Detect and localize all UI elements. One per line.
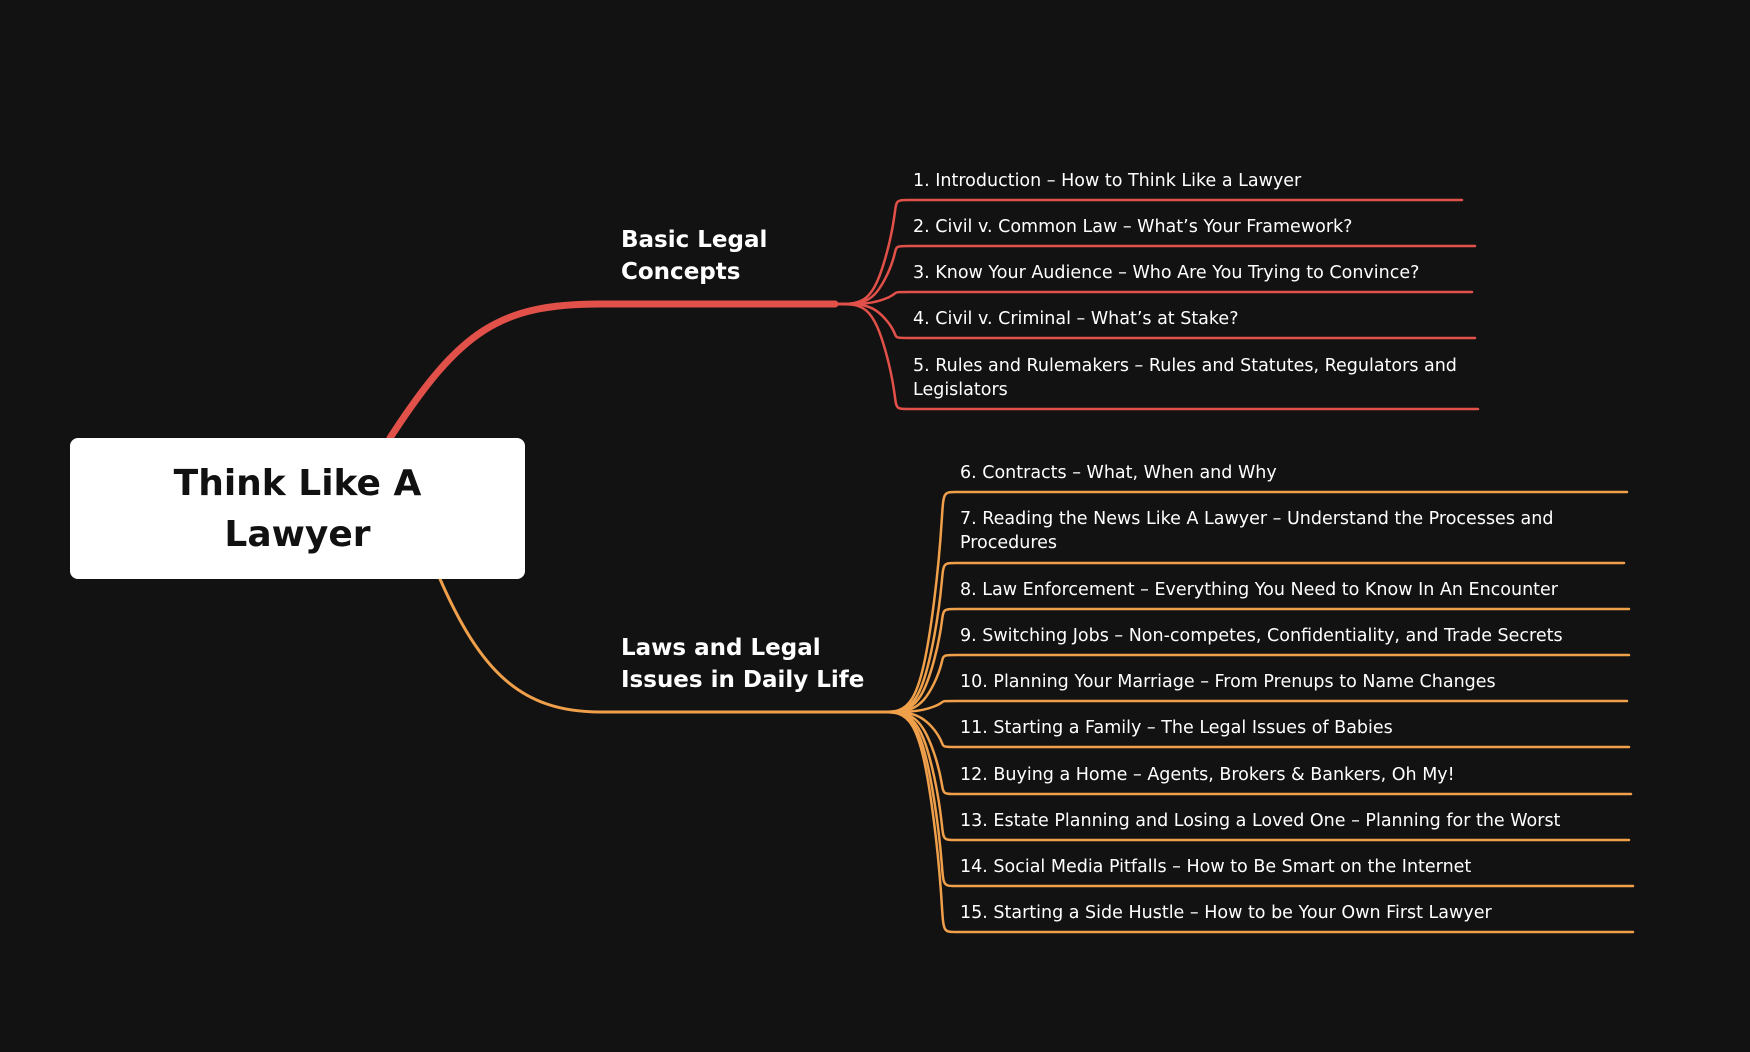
leaf-topic[interactable]: 14. Social Media Pitfalls – How to Be Smart on the Internet	[960, 857, 1472, 877]
leaf-topic[interactable]: 9. Switching Jobs – Non-competes, Confidentiality, and Trade Secrets	[960, 626, 1563, 646]
branch-topic-laws-and-legal-issues[interactable]: Laws and Legal Issues in Daily Life	[621, 635, 865, 693]
leaf-topic[interactable]: 5. Rules and Rulemakers – Rules and Statutes, Regulators and Legislators	[913, 356, 1457, 400]
leaf-topic[interactable]: 1. Introduction – How to Think Like a Lawyer	[913, 171, 1302, 191]
leaf-topic[interactable]: 6. Contracts – What, When and Why	[960, 463, 1277, 483]
leaf-connector	[880, 701, 1627, 712]
root-to-branch-0-connector	[390, 304, 835, 438]
leaf-topic[interactable]: 2. Civil v. Common Law – What’s Your Framework?	[913, 217, 1353, 237]
leaf-topic[interactable]: 13. Estate Planning and Losing a Loved One – Planning for the Worst	[960, 811, 1561, 831]
root-topic[interactable]	[70, 438, 525, 579]
branch-topic-basic-legal-concepts[interactable]: Basic Legal Concepts	[621, 227, 768, 285]
leaf-topic[interactable]: 12. Buying a Home – Agents, Brokers & Bankers, Oh My!	[960, 765, 1455, 785]
leaf-topic[interactable]: 11. Starting a Family – The Legal Issues of Babies	[960, 718, 1393, 738]
leaf-topic[interactable]: 15. Starting a Side Hustle – How to be Your Own First Lawyer	[960, 903, 1492, 923]
leaf-topic[interactable]: 4. Civil v. Criminal – What’s at Stake?	[913, 309, 1239, 329]
leaf-connector	[835, 292, 1472, 304]
leaf-topic[interactable]: 7. Reading the News Like A Lawyer – Understand the Processes and Procedures	[960, 509, 1554, 553]
leaf-topic[interactable]: 8. Law Enforcement – Everything You Need to Know In An Encounter	[960, 580, 1558, 600]
root-topic-title: Think Like A Lawyer	[173, 462, 422, 555]
leaf-topic[interactable]: 10. Planning Your Marriage – From Prenups to Name Changes	[960, 672, 1496, 692]
leaf-topic[interactable]: 3. Know Your Audience – Who Are You Trying to Convince?	[913, 263, 1420, 283]
